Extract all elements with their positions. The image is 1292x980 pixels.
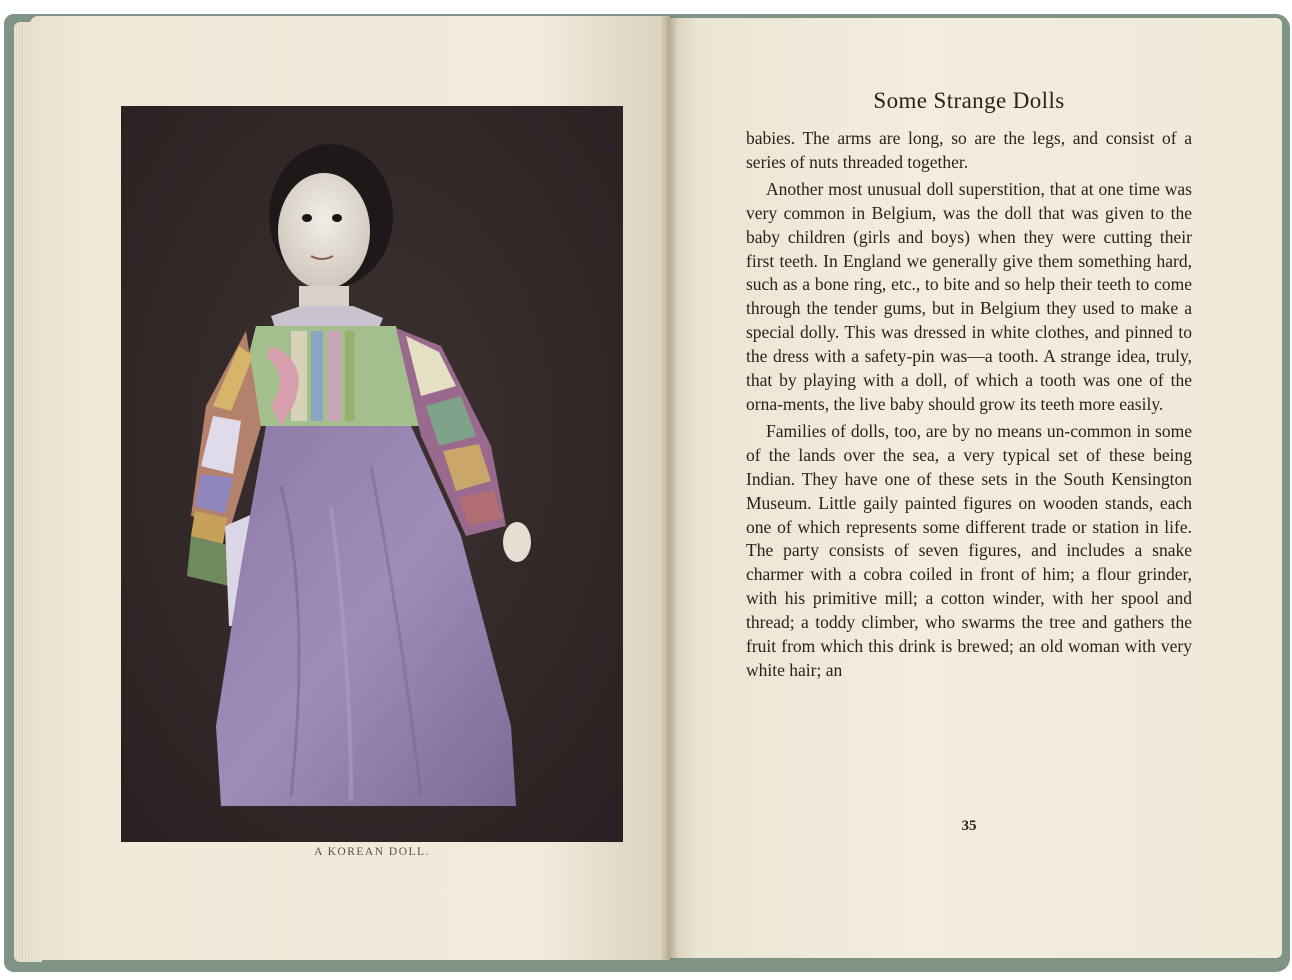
book-gutter (660, 16, 678, 960)
korean-doll-plate (121, 106, 623, 842)
korean-doll-illustration (121, 106, 623, 842)
plate-caption: A KOREAN DOLL. (314, 846, 430, 858)
running-head: Some Strange Dolls (873, 88, 1065, 113)
doll-face (278, 173, 370, 289)
paragraph: Families of dolls, too, are by no means un-common in some of the lands over the sea, a very typical set of these being Indian. They have one of these sets in the South Kensington Museum. Little gaily painted figures on wooden stands, each one of which represents some different trade or station in life. The party consists of seven figures, and includes a snake charmer with a cobra coiled in front of him; a flour grinder, with his primitive mill; a cotton winder, with her spool and thread; a toddy climber, who swarms the tree and gathers the fruit from which this drink is brewed; an old woman with very white hair; an (746, 420, 1192, 680)
page-number: 35 (961, 818, 977, 834)
paragraph: Another most unusual doll superstition, that at one time was very common in Belgium, was the doll that was given to the baby children (girls and boys) when they were cutting their first teeth. In England we generally give them something hard, such as a bone ring, etc., to bite and so help their teeth to come through the tender gums, but in Belgium they used to make a special dolly. This was dressed in white clothes, and pinned to the dress with a safety-pin was—a tooth. A strange idea, truly, that by playing with a doll, of which a tooth was one of the orna-ments, the live baby should grow its teeth more easily. (746, 178, 1192, 414)
paragraph: babies. The arms are long, so are the legs, and consist of a series of nuts threaded together. (746, 128, 1192, 172)
body-text (746, 127, 1192, 683)
